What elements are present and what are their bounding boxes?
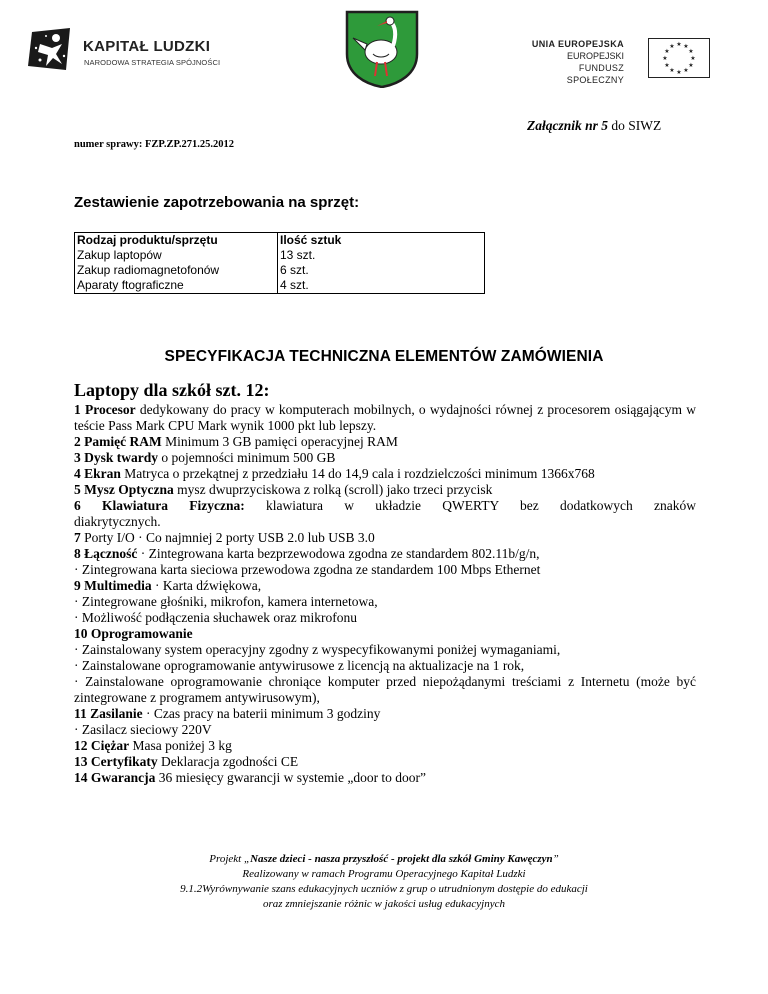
spec-label: 11 Zasilanie <box>74 706 143 721</box>
spec-label: 1 Procesor <box>74 402 136 417</box>
svg-text:★: ★ <box>669 44 675 50</box>
footer <box>0 852 768 912</box>
spec-item-certificates <box>74 754 696 770</box>
table-cell: 13 szt. <box>278 248 485 263</box>
spec-list <box>74 402 696 786</box>
spec-label: 13 Certyfikaty <box>74 754 158 769</box>
table-row <box>75 263 485 278</box>
spec-text: Masa poniżej 3 kg <box>129 738 232 753</box>
spec-text: Deklaracja zgodności CE <box>157 754 299 769</box>
spec-text: o pojemności minimum 500 GB <box>158 450 336 465</box>
svg-text:★: ★ <box>669 68 675 74</box>
spec-label: 6 Klawiatura Fizyczna: <box>74 498 245 513</box>
spec-text: dedykowany do pracy w komputerach mobilnych, o wydajności równej z procesorem osiągającym w teście Pass Mark CPU Mark wynik 1000 pkt lub lepszy. <box>74 402 697 433</box>
spec-label: 12 Ciężar <box>74 738 130 753</box>
eu-logo <box>520 38 740 84</box>
footer-line-2: Realizowany w ramach Programu Operacyjnego Kapitał Ludzki <box>242 868 526 880</box>
table-cell: Zakup radiomagnetofonów <box>75 263 278 278</box>
kapital-ludzki-subtitle: NARODOWA STRATEGIA SPÓJNOŚCI <box>84 58 221 67</box>
spec-label: 14 Gwarancja <box>74 770 156 785</box>
eu-line-2: EUROPEJSKI <box>566 51 624 61</box>
svg-text:★: ★ <box>688 49 694 55</box>
spec-label: 7 <box>74 530 81 545</box>
table-row <box>75 278 485 294</box>
spec-label: 8 Łączność <box>74 546 138 561</box>
svg-text:★: ★ <box>690 56 696 62</box>
svg-text:★: ★ <box>662 56 668 62</box>
svg-text:★: ★ <box>664 63 670 69</box>
footer-prefix: Projekt „ <box>209 853 251 865</box>
spec-item-screen <box>74 466 696 482</box>
spec-item-processor <box>74 402 696 434</box>
eu-line-3: FUNDUSZ SPOŁECZNY <box>566 63 624 85</box>
summary-table <box>74 232 485 294</box>
spec-item-ram <box>74 434 696 450</box>
spec-item-weight <box>74 738 696 754</box>
annex-label <box>527 118 661 134</box>
spec-item-software <box>74 626 696 642</box>
coat-of-arms <box>343 8 421 88</box>
spec-label: 3 Dysk twardy <box>74 450 159 465</box>
kapital-ludzki-mark-icon <box>26 26 76 76</box>
spec-text: · Czas pracy na baterii minimum 3 godziny <box>142 706 381 721</box>
table-cell: 4 szt. <box>278 278 485 294</box>
annex-suffix: do SIWZ <box>608 118 662 133</box>
footer-project-name: Nasze dzieci - nasza przyszłość - projekt dla szkół Gminy Kawęczyn <box>250 853 553 865</box>
svg-text:★: ★ <box>683 68 689 74</box>
spec-text: · Karta dźwiękowa, <box>151 578 262 593</box>
svg-text:★: ★ <box>683 44 689 50</box>
eu-logo-text <box>520 38 624 86</box>
summary-header-quantity: Ilość sztuk <box>278 233 485 249</box>
case-number: numer sprawy: FZP.ZP.271.25.2012 <box>74 139 235 150</box>
spec-item-multimedia <box>74 578 696 594</box>
table-cell: 6 szt. <box>278 263 485 278</box>
eu-line-1: UNIA EUROPEJSKA <box>531 39 624 49</box>
svg-text:★: ★ <box>676 42 682 48</box>
spec-label: 9 Multimedia <box>74 578 152 593</box>
footer-line-4: oraz zmniejszanie różnic w jakości usług edukacyjnych <box>263 898 505 910</box>
spec-item-software-1: · Zainstalowany system operacyjny zgodny z wyspecyfikowanymi poniżej wymaganiami, <box>74 642 561 657</box>
svg-text:★: ★ <box>676 70 682 76</box>
spec-item-mouse <box>74 482 696 498</box>
spec-label: 10 Oprogramowanie <box>74 626 193 641</box>
annex-number: Załącznik nr 5 <box>527 118 609 133</box>
spec-item-power-2: · Zasilacz sieciowy 220V <box>74 722 212 737</box>
kapital-ludzki-title: KAPITAŁ LUDZKI <box>83 38 211 55</box>
spec-item-multimedia-2: · Zintegrowane głośniki, mikrofon, kamera internetowa, <box>74 594 378 609</box>
stork-coat-of-arms-icon <box>343 8 421 88</box>
spec-text: mysz dwuprzyciskowa z rolką (scroll) jako trzeci przycisk <box>173 482 493 497</box>
spec-text: Porty I/O · Co najmniej 2 porty USB 2.0 lub USB 3.0 <box>80 530 375 545</box>
spec-text: klawiatura w układzie QWERTY bez dodatkowych znaków <box>244 498 696 513</box>
spec-item-connectivity <box>74 546 696 562</box>
spec-label: 4 Ekran <box>74 466 121 481</box>
spec-item-software-2: · Zainstalowane oprogramowanie antywirusowe z licencją na aktualizacje na 1 rok, <box>74 658 525 673</box>
summary-header-row <box>75 233 485 249</box>
spec-item-keyboard-cont: diakrytycznych. <box>74 514 161 529</box>
spec-item-multimedia-3: · Możliwość podłączenia słuchawek oraz mikrofonu <box>74 610 358 625</box>
spec-item-keyboard <box>74 498 696 514</box>
svg-text:★: ★ <box>688 63 694 69</box>
spec-item-disk <box>74 450 696 466</box>
svg-text:★: ★ <box>664 49 670 55</box>
spec-item-connectivity-2: · Zintegrowana karta sieciowa przewodowa zgodna ze standardem 100 Mbps Ethernet <box>74 562 541 577</box>
spec-label: 5 Mysz Optyczna <box>74 482 174 497</box>
kapital-ludzki-logo <box>26 22 256 80</box>
table-cell: Zakup laptopów <box>75 248 278 263</box>
spec-item-ports <box>74 530 696 546</box>
spec-title: SPECYFIKACJA TECHNICZNA ELEMENTÓW ZAMÓWIENIA <box>164 348 604 365</box>
footer-line-3: 9.1.2Wyrównywanie szans edukacyjnych uczniów z grup o utrudnionym dostępie do edukacji <box>180 883 588 895</box>
spec-item-power <box>74 706 696 722</box>
spec-text: Minimum 3 GB pamięci operacyjnej RAM <box>161 434 398 449</box>
spec-text: 36 miesięcy gwarancji w systemie „door to door” <box>155 770 427 785</box>
summary-header-product: Rodzaj produktu/sprzętu <box>75 233 278 249</box>
summary-title: Zestawienie zapotrzebowania na sprzęt: <box>74 194 360 211</box>
spec-text: · Zintegrowana karta bezprzewodowa zgodna ze standardem 802.11b/g/n, <box>137 546 540 561</box>
spec-item-software-3: · Zainstalowane oprogramowanie chroniące komputer przed niepożądanymi treściami z Internetu (może być zintegrowane z programem antywirusowym), <box>74 674 696 705</box>
table-cell: Aparaty ftograficzne <box>75 278 278 294</box>
footer-line-1 <box>0 852 768 867</box>
eu-flag-icon <box>648 38 710 78</box>
table-row <box>75 248 485 263</box>
footer-suffix: ” <box>552 853 559 865</box>
spec-text: Matryca o przekątnej z przedziału 14 do 14,9 cala i rozdzielczości minimum 1366x768 <box>120 466 595 481</box>
laptops-title: Laptopy dla szkół szt. 12: <box>74 380 270 400</box>
spec-item-warranty <box>74 770 696 786</box>
spec-label: 2 Pamięć RAM <box>74 434 162 449</box>
